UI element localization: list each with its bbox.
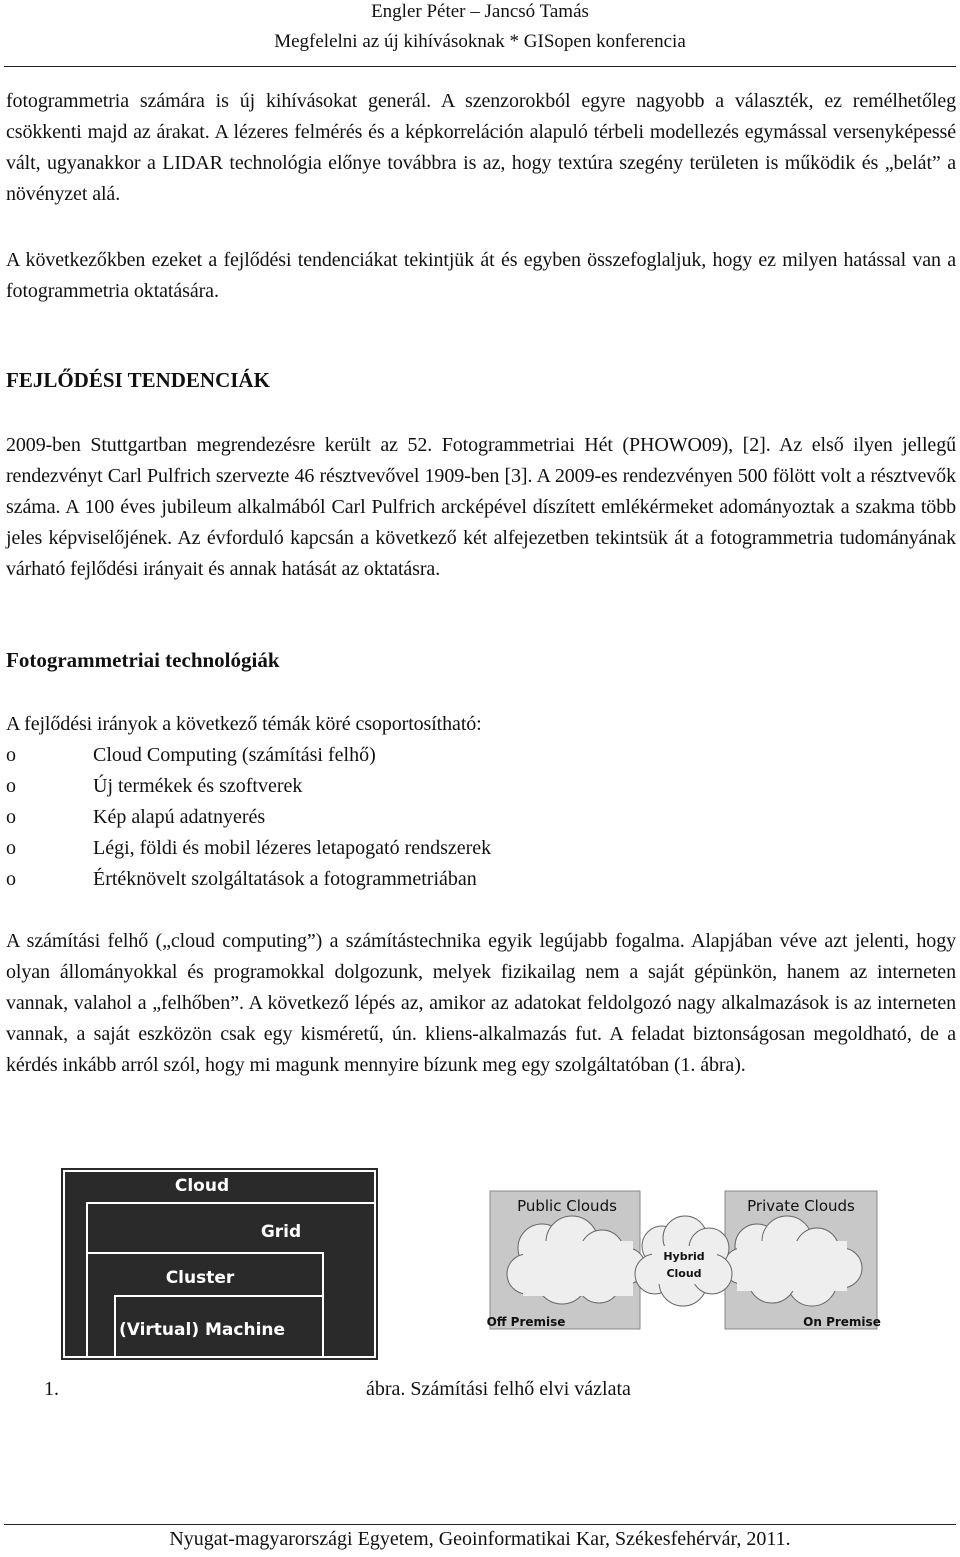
list-item (6, 802, 491, 833)
stack-label-grid: Grid (260, 1222, 302, 1242)
list-item-text: Értéknövelt szolgáltatások a fotogrammetriában (93, 868, 477, 890)
bullet: o (6, 744, 16, 766)
bullet: o (6, 806, 16, 828)
footer-rule (4, 1524, 956, 1525)
on-premise-label: On Premise (803, 1315, 881, 1329)
cloud-types-diagram (487, 1186, 882, 1335)
header-rule (4, 66, 956, 67)
hybrid-cloud-label: Cloud (666, 1267, 702, 1280)
section-heading: FEJLŐDÉSI TENDENCIÁK (6, 368, 270, 392)
subsection-heading: Fotogrammetriai technológiák (6, 648, 280, 672)
paragraph-list-intro: A fejlődési irányok a következő témák köré csoportosítható: (6, 713, 482, 735)
header-conference: Megfelelni az új kihívásoknak * GISopen konferencia (274, 31, 686, 52)
paragraph-phowo: 2009-ben Stuttgartban megrendezésre került az 52. Fotogrammetriai Hét (PHOWO09), [2]. Az első ilyen jellegű rendezvényt Carl Pulfrich szervezte 46 résztvevővel 1909-ben [3]. A 2009-es rendezvényen 500 fölött volt a résztvevők száma. A 100 éves jubileum alkalmából Carl Pulfrich arcképével díszített emlékérmeket adományoztak a szakma több jeles képviselőjének. Az évforduló kapcsán a következő két alfejezetben tekintsük át a fotogrammetria tudományának várható fejlődési irányait és annak hatását az oktatásra. (6, 434, 956, 580)
stack-label-cluster: Cluster (165, 1268, 235, 1288)
list-item-text: Kép alapú adatnyerés (93, 806, 266, 828)
figure-caption: ábra. Számítási felhő elvi vázlata (366, 1378, 631, 1400)
private-clouds-label: Private Clouds (747, 1197, 855, 1215)
computing-stack-diagram (61, 1168, 378, 1360)
hybrid-label: Hybrid (663, 1250, 705, 1263)
list-item (6, 771, 491, 802)
stack-label-cloud: Cloud (174, 1176, 230, 1196)
list-item (6, 833, 491, 864)
bullet: o (6, 837, 16, 859)
footer-text: Nyugat-magyarországi Egyetem, Geoinformatikai Kar, Székesfehérvár, 2011. (169, 1528, 791, 1550)
paragraph-overview: A következőkben ezeket a fejlődési tendenciákat tekintjük át és egyben összefoglaljuk, hogy ez milyen hatással van a fotogrammetria oktatására. (6, 249, 956, 302)
bullet: o (6, 775, 16, 797)
header-authors: Engler Péter – Jancsó Tamás (371, 1, 589, 22)
paragraph-intro: fotogrammetria számára is új kihívásokat generál. A szenzorokból egyre nagyobb a választék, ez remélhetőleg csökkenti majd az árakat. A lézeres felmérés és a képkorreláción alapuló térbeli modellezés egymással versenyképessé vált, ugyanakkor a LIDAR technológia előnye továbbra is az, hogy textúra szegény területen is működik és „belát” a növényzet alá. (6, 90, 956, 205)
topic-list (6, 740, 491, 895)
list-item (6, 864, 491, 895)
list-item-text: Cloud Computing (számítási felhő) (93, 744, 376, 766)
list-item (6, 740, 491, 771)
list-item-text: Légi, földi és mobil lézeres letapogató rendszerek (93, 837, 492, 859)
bullet: o (6, 868, 16, 890)
public-clouds-label: Public Clouds (517, 1197, 617, 1215)
paragraph-cloud-computing: A számítási felhő („cloud computing”) a számítástechnika egyik legújabb fogalma. Alapjában véve azt jelenti, hogy olyan állományokkal és programokkal dolgozunk, melyek fizikailag nem a saját gépünkön, hanem az interneten vannak, valahol a „felhőben”. A következő lépés az, amikor az adatokat feldolgozó nagy alkalmazások is az interneten vannak, a saját eszközön csak egy kisméretű, ún. kliens-alkalmazás fut. A feladat biztonságosan megoldható, de a kérdés inkább arról szól, hogy mi magunk mennyire bízunk meg egy szolgáltatóban (1. ábra). (6, 930, 956, 1076)
stack-label-machine: (Virtual) Machine (118, 1320, 286, 1340)
list-item-text: Új termékek és szoftverek (93, 775, 303, 797)
figure-caption-number: 1. (44, 1378, 59, 1400)
off-premise-label: Off Premise (487, 1315, 566, 1329)
